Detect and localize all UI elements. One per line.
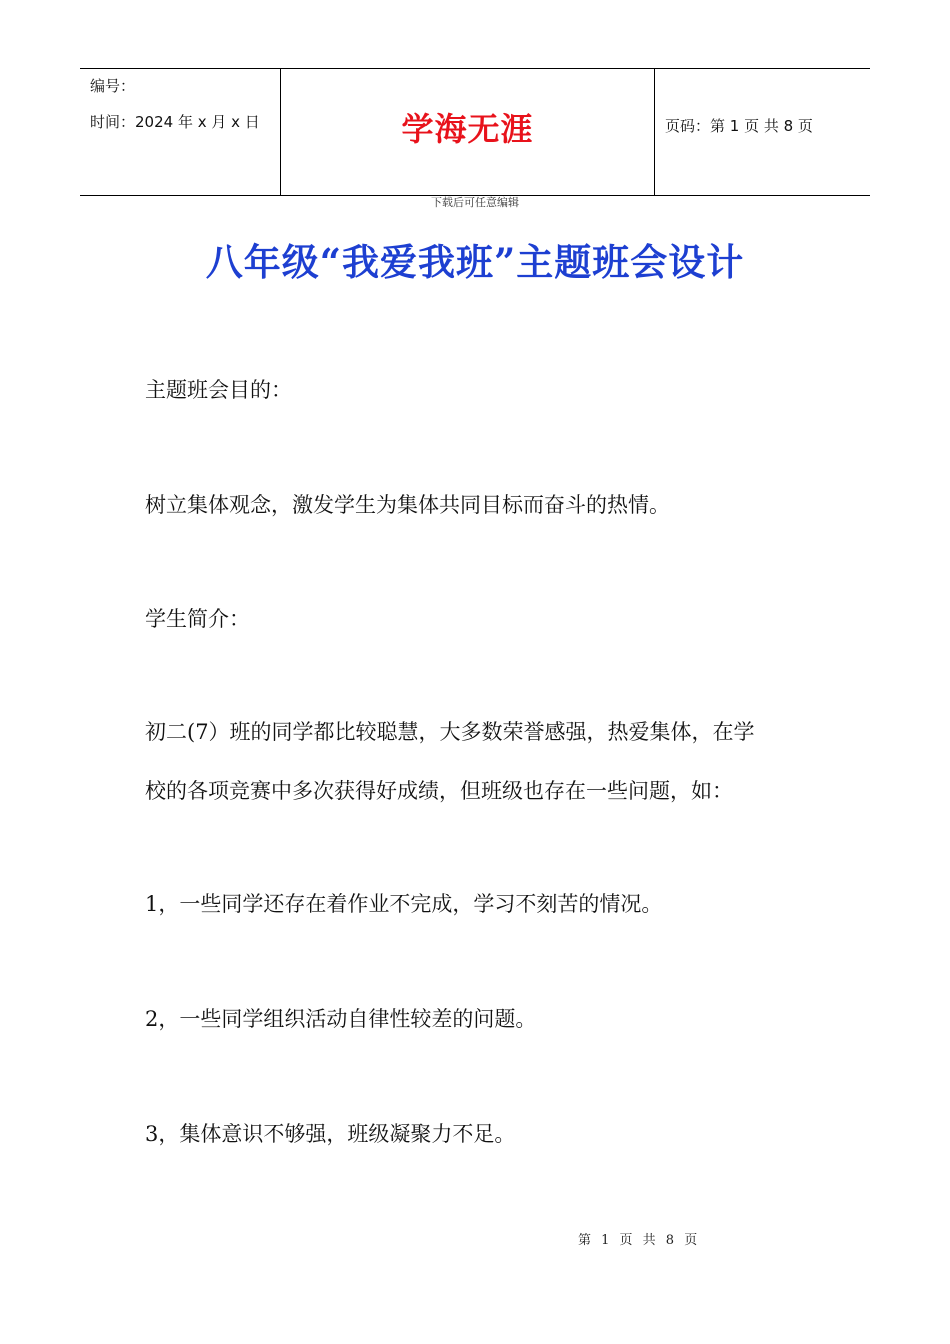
page-footer: 第 1 页 共 8 页 — [578, 1233, 701, 1248]
header-page-info: 页码：第 1 页 共 8 页 — [665, 117, 813, 135]
brand-logo-text: 学海无涯 — [401, 110, 534, 148]
header-page-cell — [655, 69, 870, 195]
list-item-2: 2，一些同学组织活动自律性较差的问题。 — [145, 1007, 537, 1031]
paragraph-students-line1: 初二(7）班的同学都比较聪慧，大多数荣誉感强，热爱集体，在学 — [145, 720, 755, 744]
document-title: 八年级“我爱我班”主题班会设计 — [205, 240, 745, 284]
document-time-label: 时间：2024 年 x 月 x 日 — [90, 113, 260, 131]
paragraph-purpose: 树立集体观念，激发学生为集体共同目标而奋斗的热情。 — [145, 493, 670, 517]
paragraph-students-line2: 校的各项竞赛中多次获得好成绩，但班级也存在一些问题，如： — [145, 779, 733, 803]
document-header — [80, 68, 870, 196]
list-item-3: 3，集体意识不够强，班级凝聚力不足。 — [145, 1122, 516, 1146]
editable-note: 下载后可任意编辑 — [431, 196, 519, 209]
header-meta-cell — [80, 69, 281, 195]
document-number-label: 编号： — [90, 77, 136, 95]
list-item-1: 1，一些同学还存在着作业不完成，学习不刻苦的情况。 — [145, 892, 663, 916]
paragraph-students-heading: 学生简介： — [145, 607, 250, 631]
paragraph-purpose-heading: 主题班会目的： — [145, 378, 292, 402]
header-brand-cell — [281, 69, 655, 195]
